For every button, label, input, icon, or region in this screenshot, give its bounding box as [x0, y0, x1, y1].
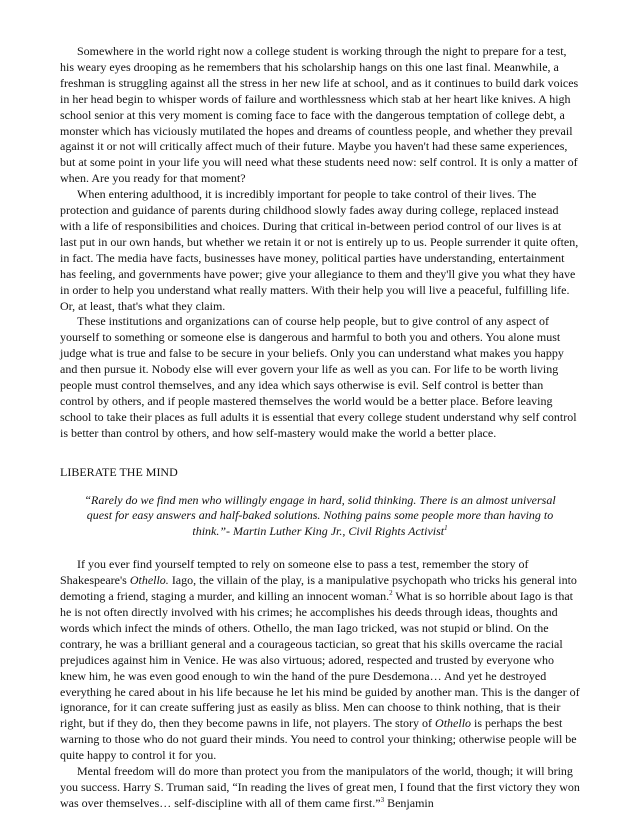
paragraph-othello [60, 557, 580, 764]
paragraph-adulthood: When entering adulthood, it is incredibly important for people to take control of their lives. The protection and guidance of parents during childhood slowly fades away during college, replaced instead with a life of responsibilities and choices. During that critical in-between period control of our lives is at last put in our own hands, but whether we retain it or not is entirely up to us. People surrender it quite often, in fact. The media have facts, businesses have money, political parties have understanding, entertainment has feeling, and governments have power; give your allegiance to them and they'll give you what they have in order to help you understand what really matters. With their help you will live a peaceful, fulfilling life. Or, at least, that's what they claim. [60, 187, 579, 313]
section-heading: LIBERATE THE MIND [60, 464, 178, 479]
footnote-ref-2: 2 [389, 589, 393, 598]
freedom-text-b: Benjamin [384, 795, 434, 810]
othello-text-d: is perhaps the best warning to those who do not guard their minds. You need to control your thinking; otherwise people will be quite happy to control it for you. [60, 716, 577, 763]
paragraph-institutions: These institutions and organizations can of course help people, but to give control of any aspect of yourself to something or someone else is dangerous and harmful to both you and others. You alone must judge what is true and false to be secure in your beliefs. Only you can understand what makes you happy and then pursue it. Nobody else will ever govern your life as well as you can. For life to be worth living people must control themselves, and any idea which says otherwise is evil. Self control is better than control by others, and if people mastered themselves the world would be a better place. Before leaving school to take their places as full adults it is essential that every college student understand why self control is better than control by others, and how self-mastery would make the world a better place. [60, 314, 577, 440]
paragraph-mental-freedom [60, 764, 580, 812]
quote-text: “Rarely do we find men who willingly engage in hard, solid thinking. There is an almost universal quest for easy answers and half-baked solutions. Nothing pains some people more than having to think.”- Martin Luther King Jr., Civil Rights Activist [84, 492, 556, 539]
othello-text-a: If you ever find yourself tempted to rely on someone else to pass a test, remember the story of Shakespeare's [60, 557, 529, 588]
othello-title-1: Othello. [129, 573, 169, 588]
othello-title-2: Othello [435, 716, 472, 731]
footnote-ref-1: 1 [444, 524, 448, 533]
document-page [60, 44, 580, 812]
paragraph-intro: Somewhere in the world right now a college student is working through the night to prepare for a test, his weary eyes drooping as he remembers that his scholarship hangs on this one last final. Meanwhile, a freshman is struggling against all the stress in her new life at school, and as it continues to build dark voices in her head begin to whisper words of failure and worthlessness which stab at her heart like knives. A high school senior at this very moment is coming face to face with the dangerous temptation of college debt, a monster which has viciously mutilated the hopes and dreams of countless people, and whether they prevail against it or not will critically affect much of their future. Maybe you haven't had these same experiences, but at some point in your life you will need what these students need now: self control. It is only a matter of when. Are you ready for that moment? [60, 44, 579, 186]
footnote-ref-3: 3 [380, 795, 385, 804]
othello-text-b: Iago, the villain of the play, is a manipulative psychopath who tricks his general into demoting a friend, staging a murder, and killing an innocent woman. [60, 573, 577, 604]
block-quote [80, 493, 560, 541]
freedom-text-a: Mental freedom will do more than protect you from the manipulators of the world, though; it will bring you success. Harry S. Truman said, “In reading the lives of great men, I found that the first victory they won was over themselves… self-discipline with all of them came first.” [60, 764, 580, 810]
othello-text-c: What is so horrible about Iago is that he is not often directly involved with his crimes; he accomplishes his deeds through ideas, thoughts and words which infect the minds of others. Othello, the man Iago tricked, was not stupid or blind. On the contrary, he was a brilliant general and a courageous tactician, so great that his skills overcame the racial prejudices against him in Venice. He was also virtuous; adored, respected and trusted by everyone who knew him, he was even good enough to win the hand of the pure Desdemona… And yet he destroyed everything he cared about in his life because he let his mind be guided by another man. This is the danger of ignorance, for it can create suffering just as easily as bliss. Men can choose to think nothing, that is their right, but if they do, then they become pawns in life, not players. The story of [60, 589, 580, 731]
